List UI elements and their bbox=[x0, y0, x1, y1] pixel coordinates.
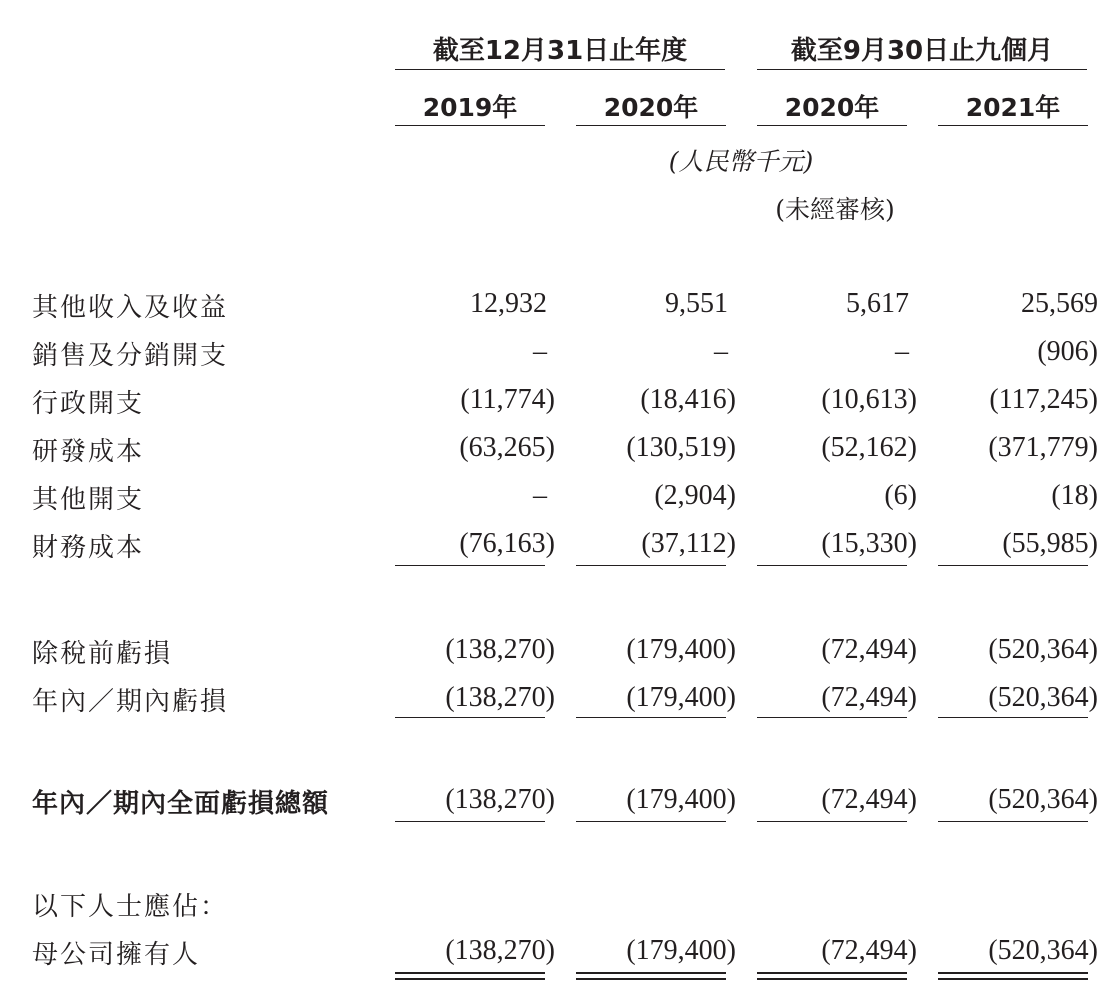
row-label-loss-for-period: 年內／期內虧損 bbox=[32, 687, 229, 717]
cell-tcl-2021-9m: (520,364) bbox=[988, 784, 1098, 815]
year-header-2: 2020年 bbox=[603, 93, 699, 122]
year-header-1: 2019年 bbox=[422, 93, 518, 122]
cell-loss-2020: (179,400) bbox=[626, 682, 736, 713]
double-rule-1 bbox=[395, 972, 545, 980]
cell-tcl-2020: (179,400) bbox=[626, 784, 736, 815]
row-label-attributable-to: 以下人士應佔： bbox=[32, 892, 229, 922]
cell-selling-2020: – bbox=[714, 336, 728, 367]
row-label-other-income: 其他收入及收益 bbox=[32, 293, 229, 323]
cell-selling-2019: – bbox=[533, 336, 547, 367]
cell-finance-2020: (37,112) bbox=[641, 528, 736, 559]
cell-lbt-2020: (179,400) bbox=[626, 634, 736, 665]
year-header-1-rule bbox=[395, 125, 545, 126]
cell-lbt-2020-9m: (72,494) bbox=[821, 634, 917, 665]
cell-loss-2020-9m: (72,494) bbox=[821, 682, 917, 713]
subtotal-rule-3 bbox=[757, 565, 907, 566]
cell-rnd-2020: (130,519) bbox=[626, 432, 736, 463]
row-label-other-expenses: 其他開支 bbox=[32, 485, 145, 515]
total-rule-4 bbox=[938, 717, 1088, 718]
unit-note: (人民幣千元) bbox=[668, 147, 814, 176]
cell-admin-2020-9m: (10,613) bbox=[821, 384, 917, 415]
cell-owners-2021-9m: (520,364) bbox=[988, 935, 1098, 966]
tcl-rule-3 bbox=[757, 821, 907, 822]
year-header-3: 2020年 bbox=[784, 93, 880, 122]
cell-loss-2019: (138,270) bbox=[445, 682, 555, 713]
cell-admin-2021-9m: (117,245) bbox=[989, 384, 1098, 415]
cell-tcl-2019: (138,270) bbox=[445, 784, 555, 815]
cell-other-exp-2020: (2,904) bbox=[654, 480, 736, 511]
group-header-year-ended: 截至12月31日止年度 bbox=[432, 36, 688, 66]
double-rule-4 bbox=[938, 972, 1088, 980]
year-header-4-rule bbox=[938, 125, 1088, 126]
cell-other-income-2020-9m: 5,617 bbox=[846, 288, 909, 319]
row-label-administrative: 行政開支 bbox=[32, 389, 145, 419]
subtotal-rule-4 bbox=[938, 565, 1088, 566]
cell-rnd-2020-9m: (52,162) bbox=[821, 432, 917, 463]
total-rule-3 bbox=[757, 717, 907, 718]
cell-finance-2021-9m: (55,985) bbox=[1002, 528, 1098, 559]
row-label-finance-costs: 財務成本 bbox=[32, 533, 145, 563]
cell-rnd-2021-9m: (371,779) bbox=[988, 432, 1098, 463]
tcl-rule-4 bbox=[938, 821, 1088, 822]
cell-rnd-2019: (63,265) bbox=[459, 432, 555, 463]
group-header-nine-months-rule bbox=[757, 69, 1087, 70]
cell-finance-2019: (76,163) bbox=[459, 528, 555, 559]
cell-other-income-2020: 9,551 bbox=[665, 288, 728, 319]
cell-admin-2019: (11,774) bbox=[460, 384, 555, 415]
unaudited-note: (未經審核) bbox=[775, 195, 895, 224]
cell-selling-2021-9m: (906) bbox=[1037, 336, 1098, 367]
subtotal-rule-2 bbox=[576, 565, 726, 566]
cell-loss-2021-9m: (520,364) bbox=[988, 682, 1098, 713]
cell-other-exp-2019: – bbox=[533, 480, 547, 511]
cell-lbt-2021-9m: (520,364) bbox=[988, 634, 1098, 665]
cell-owners-2020-9m: (72,494) bbox=[821, 935, 917, 966]
tcl-rule-1 bbox=[395, 821, 545, 822]
row-label-rnd: 研發成本 bbox=[32, 437, 145, 467]
year-header-3-rule bbox=[757, 125, 907, 126]
double-rule-2 bbox=[576, 972, 726, 980]
tcl-rule-2 bbox=[576, 821, 726, 822]
cell-owners-2020: (179,400) bbox=[626, 935, 736, 966]
total-rule-2 bbox=[576, 717, 726, 718]
group-header-nine-months: 截至9月30日止九個月 bbox=[790, 36, 1054, 66]
cell-other-income-2019: 12,932 bbox=[470, 288, 547, 319]
row-label-total-comprehensive-loss: 年內／期內全面虧損總額 bbox=[32, 789, 330, 819]
cell-lbt-2019: (138,270) bbox=[445, 634, 555, 665]
group-header-year-ended-rule bbox=[395, 69, 725, 70]
cell-tcl-2020-9m: (72,494) bbox=[821, 784, 917, 815]
double-rule-3 bbox=[757, 972, 907, 980]
cell-owners-2019: (138,270) bbox=[445, 935, 555, 966]
year-header-4: 2021年 bbox=[965, 93, 1061, 122]
row-label-owners-of-parent: 母公司擁有人 bbox=[32, 940, 201, 970]
total-rule-1 bbox=[395, 717, 545, 718]
cell-other-income-2021-9m: 25,569 bbox=[1021, 288, 1098, 319]
cell-finance-2020-9m: (15,330) bbox=[821, 528, 917, 559]
subtotal-rule-1 bbox=[395, 565, 545, 566]
row-label-selling-distribution: 銷售及分銷開支 bbox=[32, 341, 229, 371]
cell-other-exp-2020-9m: (6) bbox=[884, 480, 917, 511]
cell-other-exp-2021-9m: (18) bbox=[1051, 480, 1098, 511]
cell-admin-2020: (18,416) bbox=[640, 384, 736, 415]
year-header-2-rule bbox=[576, 125, 726, 126]
cell-selling-2020-9m: – bbox=[895, 336, 909, 367]
row-label-loss-before-tax: 除稅前虧損 bbox=[32, 639, 173, 669]
